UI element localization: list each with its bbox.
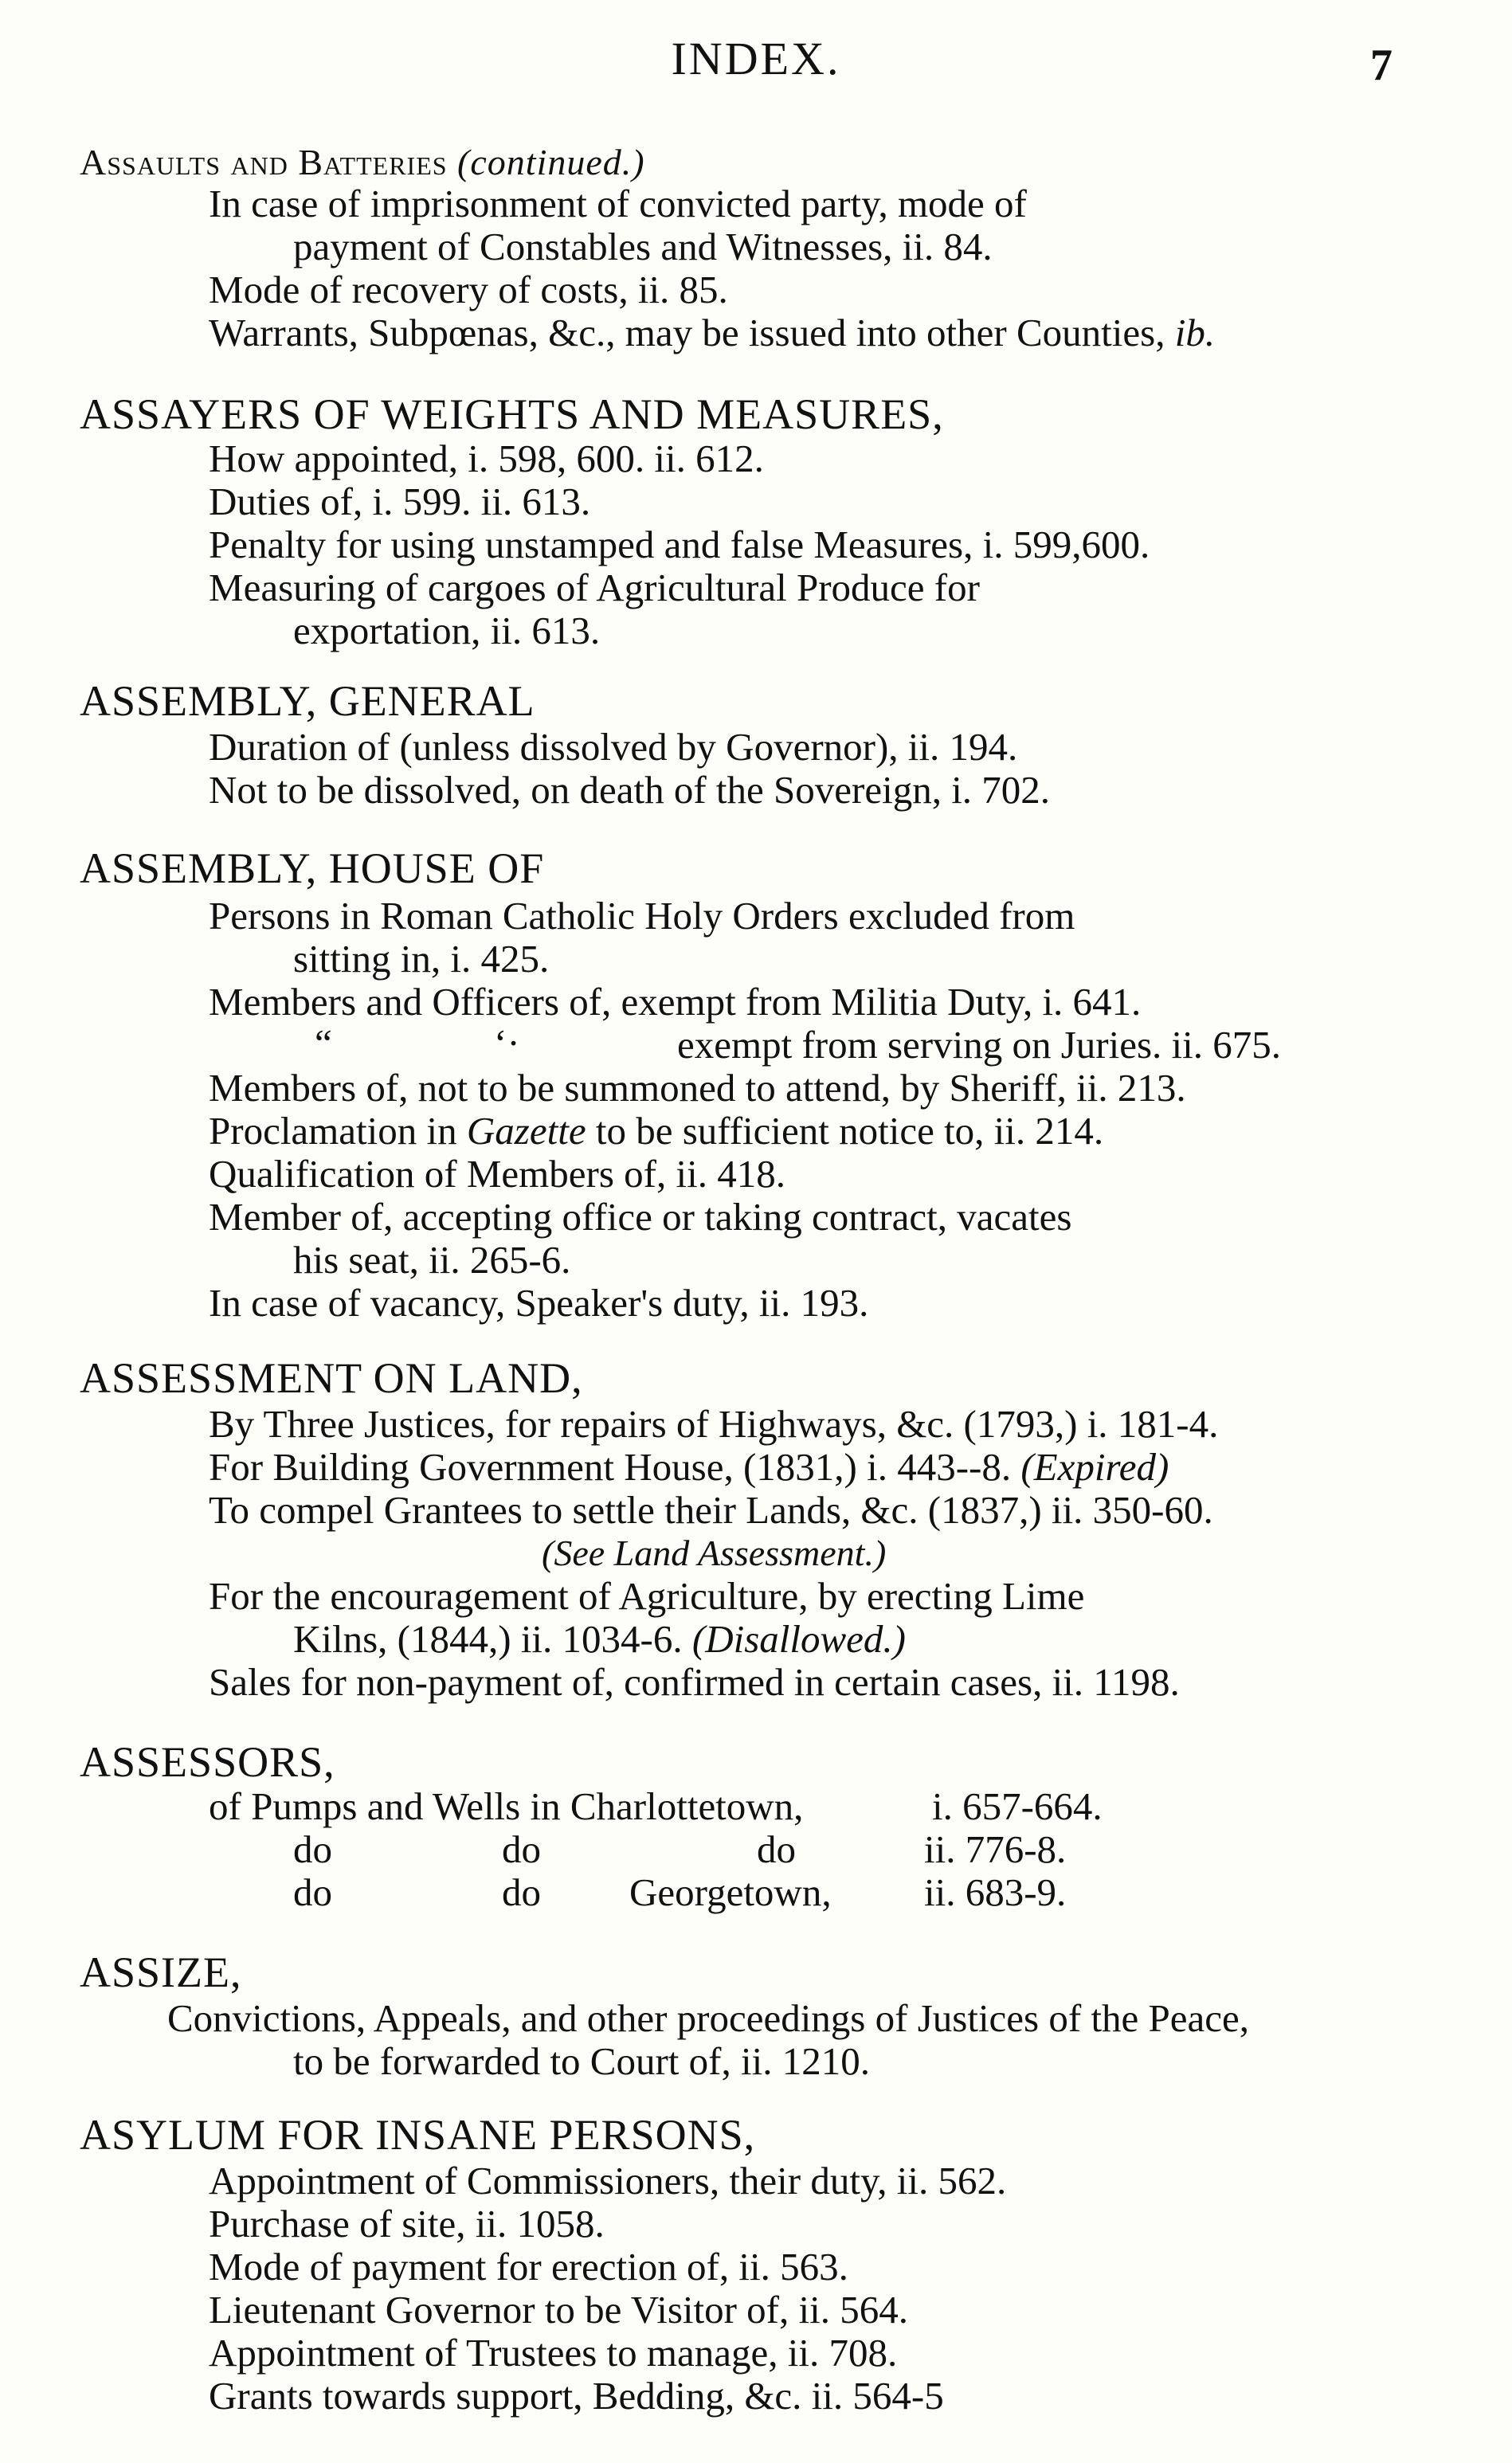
entry-continuation: exportation, ii. 613.: [293, 609, 601, 652]
entry-continuation: [293, 1617, 906, 1662]
assessors-row-2-ref: ii. 776-8.: [924, 1827, 1067, 1871]
entry: Lieutenant Governor to be Visitor of, ii. 564.: [209, 2288, 908, 2332]
entry-note: (Disallowed.): [691, 1617, 906, 1661]
heading-text: Assaults and Batteries: [80, 142, 448, 182]
entry: Mode of recovery of costs, ii. 85.: [209, 268, 728, 311]
entry-text: Kilns, (1844,) ii. 1034-6.: [293, 1617, 683, 1661]
assessors-row-1-ref: i. 657-664.: [932, 1784, 1103, 1828]
entry: Convictions, Appeals, and other proceedings of Justices of the Peace,: [167, 1996, 1250, 2040]
continued-note: (continued.): [457, 142, 645, 182]
entry: Not to be dissolved, on death of the Sovereign, i. 702.: [209, 768, 1051, 812]
entry: Appointment of Trustees to manage, ii. 708.: [209, 2331, 898, 2375]
entry: Duration of (unless dissolved by Governor), ii. 194.: [209, 725, 1018, 769]
entry: Persons in Roman Catholic Holy Orders excluded from: [209, 894, 1075, 938]
ditto-do: do: [502, 1827, 541, 1871]
entry: By Three Justices, for repairs of Highways, &c. (1793,) i. 181-4.: [209, 1402, 1219, 1446]
assessors-place: Georgetown,: [629, 1870, 832, 1914]
entry: Members of, not to be summoned to attend, by Sheriff, ii. 213.: [209, 1066, 1186, 1110]
section-heading-assaults: [80, 140, 645, 185]
entry: Purchase of site, ii. 1058.: [209, 2202, 605, 2246]
entry: Sales for non-payment of, confirmed in certain cases, ii. 1198.: [209, 1660, 1180, 1704]
page-number: 7: [1370, 41, 1393, 90]
entry: In case of vacancy, Speaker's duty, ii. 193.: [209, 1281, 869, 1325]
section-heading-assize: ASSIZE,: [80, 1948, 242, 1996]
ditto-do: do: [502, 1870, 541, 1914]
section-heading-assembly-house: ASSEMBLY, HOUSE OF: [80, 844, 545, 892]
entry: In case of imprisonment of convicted party, mode of: [209, 182, 1027, 225]
section-heading-assembly-general: ASSEMBLY, GENERAL: [80, 677, 535, 725]
entry-text: Proclamation in: [209, 1109, 457, 1153]
entry-continuation: payment of Constables and Witnesses, ii. 84.: [293, 225, 993, 268]
entry: Member of, accepting office or taking contract, vacates: [209, 1195, 1072, 1239]
entry: Members and Officers of, exempt from Militia Duty, i. 641.: [209, 980, 1142, 1024]
ditto-do: do: [757, 1827, 796, 1871]
ditto-do: do: [293, 1870, 332, 1914]
entry: Penalty for using unstamped and false Measures, i. 599,600.: [209, 523, 1150, 566]
entry-text: to be sufficient notice to, ii. 214.: [595, 1109, 1104, 1153]
entry: Grants towards support, Bedding, &c. ii. 564-5: [209, 2374, 944, 2418]
cross-reference: (See Land Assessment.): [542, 1533, 887, 1573]
entry-continuation: his seat, ii. 265-6.: [293, 1238, 571, 1282]
entry-note: (Expired): [1020, 1445, 1169, 1489]
entry-text: Warrants, Subpœnas, &c., may be issued into other Counties,: [209, 311, 1165, 354]
ditto-mark: “: [315, 1021, 332, 1065]
entry-italic: Gazette: [466, 1109, 586, 1153]
entry: To compel Grantees to settle their Lands, &c. (1837,) ii. 350-60.: [209, 1488, 1213, 1532]
entry: Qualification of Members of, ii. 418.: [209, 1152, 785, 1196]
section-heading-assessors: ASSESSORS,: [80, 1738, 335, 1786]
entry: [209, 1109, 1103, 1153]
entry: Duties of, i. 599. ii. 613.: [209, 480, 591, 523]
ditto-do: do: [293, 1827, 332, 1871]
page-title: INDEX.: [671, 33, 841, 84]
entry: [209, 311, 1215, 355]
section-heading-assessment: ASSESSMENT ON LAND,: [80, 1354, 583, 1402]
entry: [209, 1445, 1169, 1490]
entry-ref: ib.: [1174, 311, 1216, 354]
assessors-row-1-desc: of Pumps and Wells in Charlottetown,: [209, 1784, 804, 1828]
entry: exempt from serving on Juries. ii. 675.: [677, 1023, 1282, 1067]
entry-text: For Building Government House, (1831,) i. 443--8.: [209, 1445, 1012, 1489]
section-heading-assayers: ASSAYERS OF WEIGHTS AND MEASURES,: [80, 390, 944, 438]
entry-continuation: to be forwarded to Court of, ii. 1210.: [293, 2039, 870, 2083]
entry: Measuring of cargoes of Agricultural Produce for: [209, 566, 980, 609]
ditto-mark: ‘·: [494, 1021, 520, 1065]
entry-continuation: sitting in, i. 425.: [293, 937, 550, 981]
entry: How appointed, i. 598, 600. ii. 612.: [209, 437, 764, 480]
entry: Mode of payment for erection of, ii. 563.: [209, 2245, 848, 2289]
entry: For the encouragement of Agriculture, by erecting Lime: [209, 1574, 1085, 1618]
assessors-row-3-ref: ii. 683-9.: [924, 1870, 1067, 1914]
section-heading-asylum: ASYLUM FOR INSANE PERSONS,: [80, 2111, 756, 2159]
entry: Appointment of Commissioners, their duty, ii. 562.: [209, 2159, 1007, 2203]
